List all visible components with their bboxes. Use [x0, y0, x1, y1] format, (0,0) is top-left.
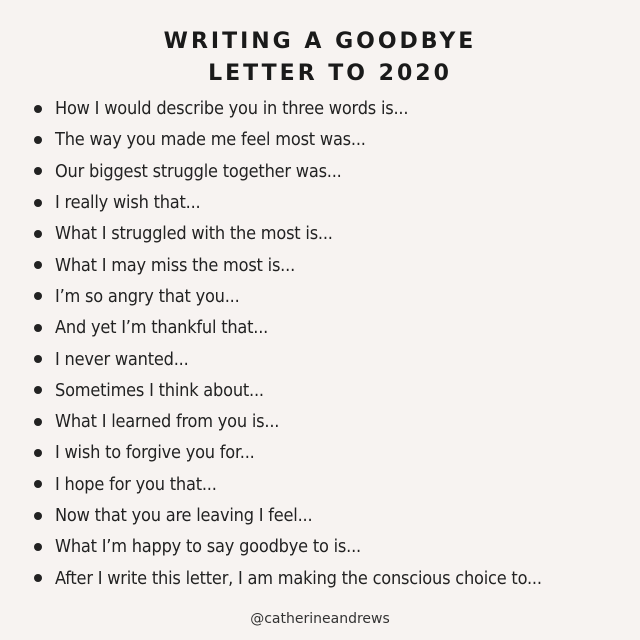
prompt-text: How I would describe you in three words is...: [55, 98, 409, 120]
prompt-text: What I learned from you is...: [55, 411, 280, 433]
bullet-icon: [34, 543, 42, 551]
list-item: [30, 281, 630, 312]
title-line-1: WRITING A GOODBYE: [163, 29, 477, 54]
bullet-icon: [34, 199, 42, 207]
list-item: [30, 124, 630, 155]
bullet-icon: [34, 324, 42, 332]
list-item: [30, 406, 630, 437]
list-item: [30, 93, 630, 124]
list-item: [30, 500, 630, 531]
list-item: [30, 437, 630, 468]
list-item: [30, 531, 630, 562]
bullet-icon: [34, 480, 42, 488]
prompt-text: I never wanted...: [55, 348, 189, 370]
page-title: [0, 26, 640, 90]
prompt-text: After I write this letter, I am making the conscious choice to...: [55, 567, 542, 589]
prompt-text: Now that you are leaving I feel...: [55, 505, 313, 526]
list-item: [30, 187, 630, 218]
list-item: [30, 343, 630, 374]
author-handle: @catherineandrews: [250, 611, 390, 627]
prompt-list: [30, 93, 630, 594]
prompt-text: I wish to forgive you for...: [55, 442, 255, 464]
bullet-icon: [34, 261, 42, 269]
prompt-text: What I struggled with the most is...: [55, 223, 333, 245]
prompt-text: I hope for you that...: [55, 473, 217, 495]
bullet-icon: [34, 167, 42, 175]
bullet-icon: [34, 355, 42, 363]
bullet-icon: [34, 574, 42, 582]
list-item: [30, 562, 630, 593]
bullet-icon: [34, 230, 42, 238]
bullet-icon: [34, 512, 42, 520]
list-item: [30, 312, 630, 343]
prompt-text: I really wish that...: [55, 192, 201, 214]
bullet-icon: [34, 418, 42, 426]
prompt-text: Our biggest struggle together was...: [55, 160, 342, 182]
list-item: [30, 249, 630, 280]
prompt-text: The way you made me feel most was...: [55, 129, 366, 151]
bullet-icon: [34, 386, 42, 394]
bullet-icon: [34, 136, 42, 144]
prompt-text: What I may miss the most is...: [55, 254, 296, 276]
prompt-text: I’m so angry that you...: [55, 285, 240, 307]
prompt-text: And yet I’m thankful that...: [55, 317, 269, 339]
list-item: [30, 469, 630, 500]
prompt-text: What I’m happy to say goodbye to is...: [55, 536, 361, 558]
list-item: [30, 156, 630, 187]
bullet-icon: [34, 105, 42, 113]
list-item: [30, 218, 630, 249]
prompt-text: Sometimes I think about...: [55, 379, 264, 401]
list-item: [30, 375, 630, 406]
bullet-icon: [34, 292, 42, 300]
title-line-2: LETTER TO 2020: [208, 61, 452, 86]
bullet-icon: [34, 449, 42, 457]
